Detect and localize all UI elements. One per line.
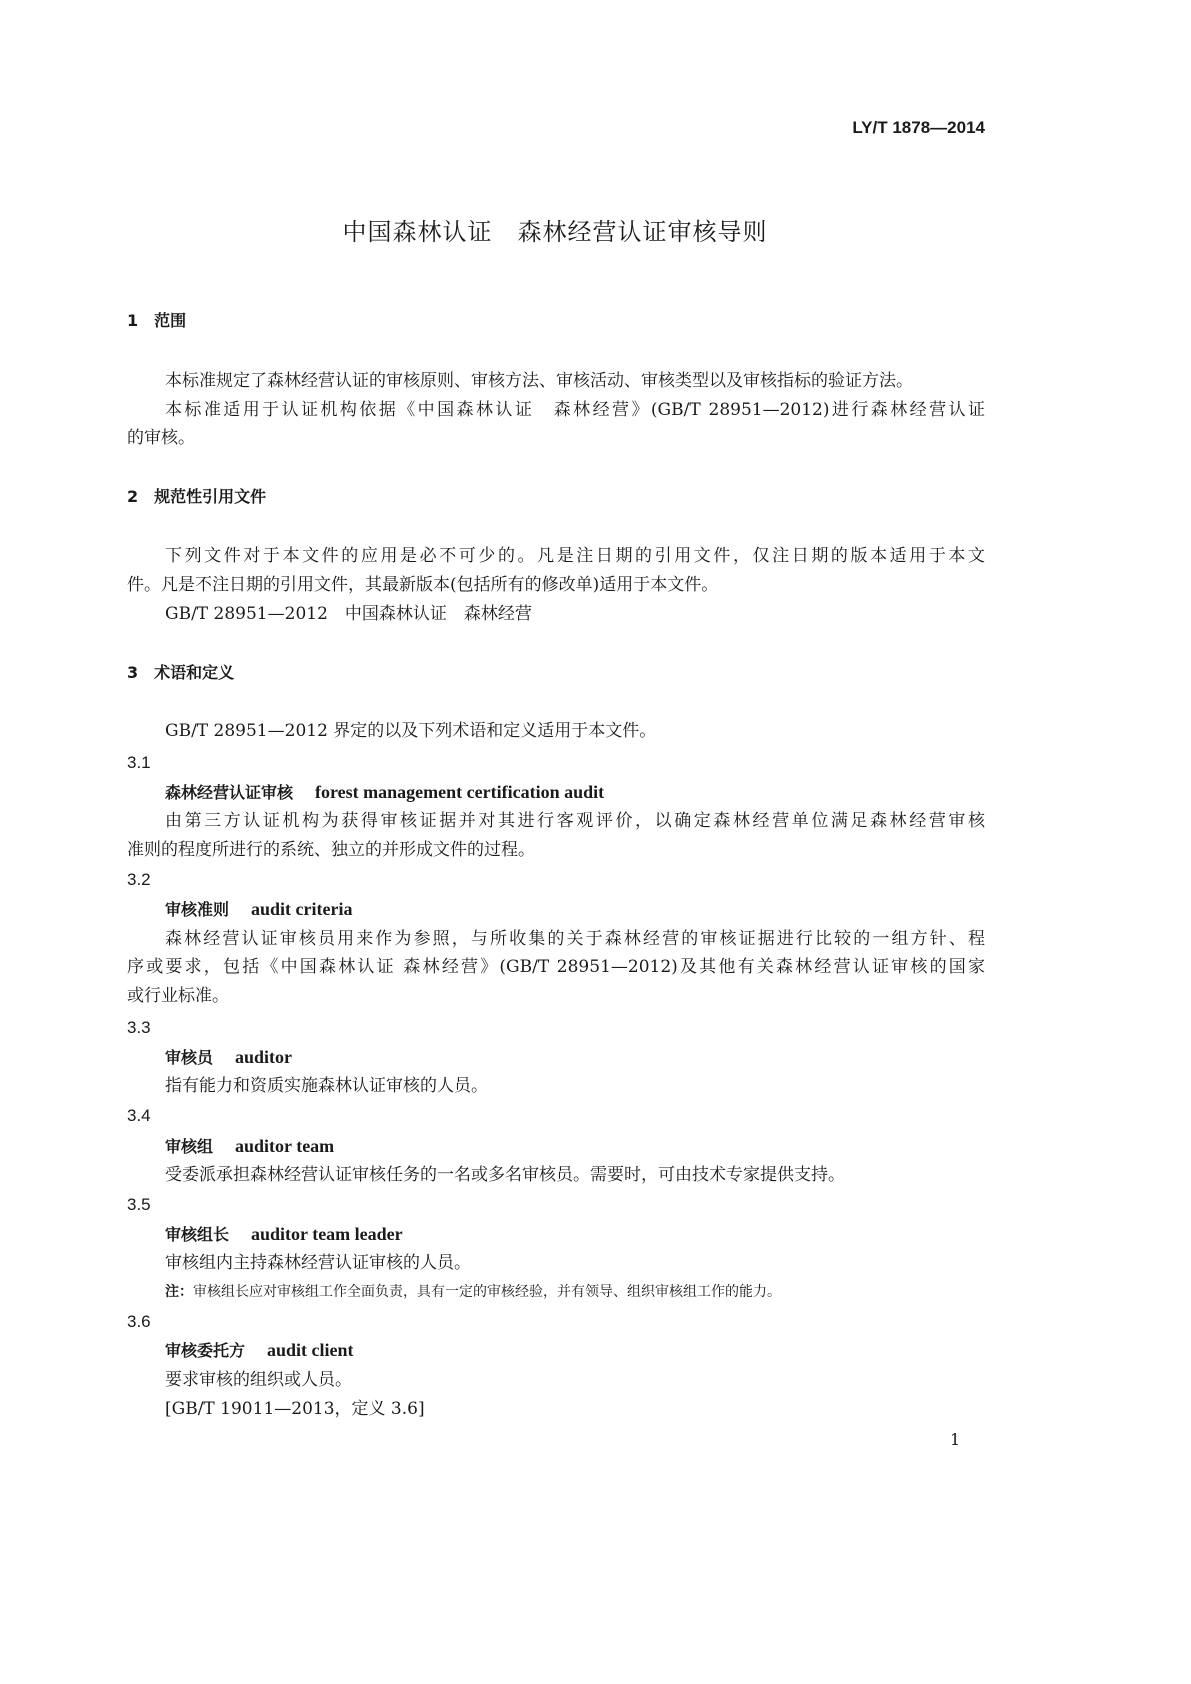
definition: 要求审核的组织或人员。	[165, 1370, 352, 1390]
term-title	[165, 898, 353, 921]
paragraph: 的审核。	[127, 428, 195, 448]
term-number: 3.5	[127, 1195, 151, 1214]
definition: 准则的程度所进行的系统、独立的并形成文件的过程。	[127, 840, 535, 860]
section-3-heading: 3 术语和定义	[127, 663, 235, 682]
source-reference: [GB/T 19011—2013，定义 3.6]	[165, 1399, 425, 1419]
term-zh: 审核准则	[165, 900, 230, 919]
term-zh: 审核委托方	[165, 1341, 246, 1360]
page-title: 中国森林认证 森林经营认证审核导则	[342, 218, 768, 246]
term-title	[165, 1223, 403, 1246]
term-number: 3.4	[127, 1106, 151, 1125]
definition: 受委派承担森林经营认证审核任务的一名或多名审核员。需要时，可由技术专家提供支持。	[165, 1165, 845, 1185]
note-text: 审核组长应对审核组工作全面负责，具有一定的审核经验，并有领导、组织审核组工作的能力。	[193, 1284, 781, 1300]
term-number: 3.6	[127, 1312, 151, 1331]
definition: 指有能力和资质实施森林认证审核的人员。	[165, 1076, 488, 1096]
term-title	[165, 1046, 292, 1069]
term-zh: 森林经营认证审核	[165, 783, 294, 802]
term-en: forest management certification audit	[315, 782, 605, 802]
note-label: 注：	[165, 1284, 193, 1300]
definition: 由第三方认证机构为获得审核证据并对其进行客观评价，以确定森林经营单位满足森林经营审核	[165, 811, 985, 831]
term-en: audit criteria	[251, 899, 353, 919]
term-number: 3.3	[127, 1018, 151, 1037]
note	[165, 1281, 781, 1303]
term-title	[165, 781, 604, 804]
term-zh: 审核员	[165, 1048, 214, 1067]
definition: 序或要求，包括《中国森林认证 森林经营》(GB/T 28951—2012)及其他有关森林经营认证审核的国家	[127, 957, 985, 977]
paragraph: 本标准规定了森林经营认证的审核原则、审核方法、审核活动、审核类型以及审核指标的验证方法。	[165, 371, 913, 391]
term-en: auditor team leader	[251, 1224, 403, 1244]
paragraph: GB/T 28951—2012 界定的以及下列术语和定义适用于本文件。	[165, 721, 657, 741]
paragraph: 件。凡是不注日期的引用文件，其最新版本(包括所有的修改单)适用于本文件。	[127, 575, 719, 595]
term-en: auditor team	[235, 1136, 335, 1156]
section-2-heading: 2 规范性引用文件	[127, 487, 267, 506]
term-number: 3.2	[127, 870, 151, 889]
section-1-heading: 1 范围	[127, 311, 187, 330]
term-number: 3.1	[127, 753, 151, 772]
standard-number: LY/T 1878—2014	[852, 118, 985, 137]
term-en: audit client	[267, 1340, 354, 1360]
term-title	[165, 1339, 354, 1362]
paragraph: 下列文件对于本文件的应用是必不可少的。凡是注日期的引用文件，仅注日期的版本适用于本文	[165, 546, 985, 566]
term-zh: 审核组	[165, 1137, 214, 1156]
term-en: auditor	[235, 1047, 293, 1067]
page-number: 1	[950, 1430, 961, 1449]
paragraph: 本标准适用于认证机构依据《中国森林认证 森林经营》(GB/T 28951—2012)进行森林经营认证	[165, 400, 985, 420]
definition: 森林经营认证审核员用来作为参照，与所收集的关于森林经营的审核证据进行比较的一组方针、程	[165, 929, 985, 949]
term-title	[165, 1135, 334, 1158]
definition: 或行业标准。	[127, 986, 229, 1006]
definition: 审核组内主持森林经营认证审核的人员。	[165, 1253, 471, 1273]
reference: GB/T 28951—2012 中国森林认证 森林经营	[165, 604, 532, 624]
term-zh: 审核组长	[165, 1225, 230, 1244]
